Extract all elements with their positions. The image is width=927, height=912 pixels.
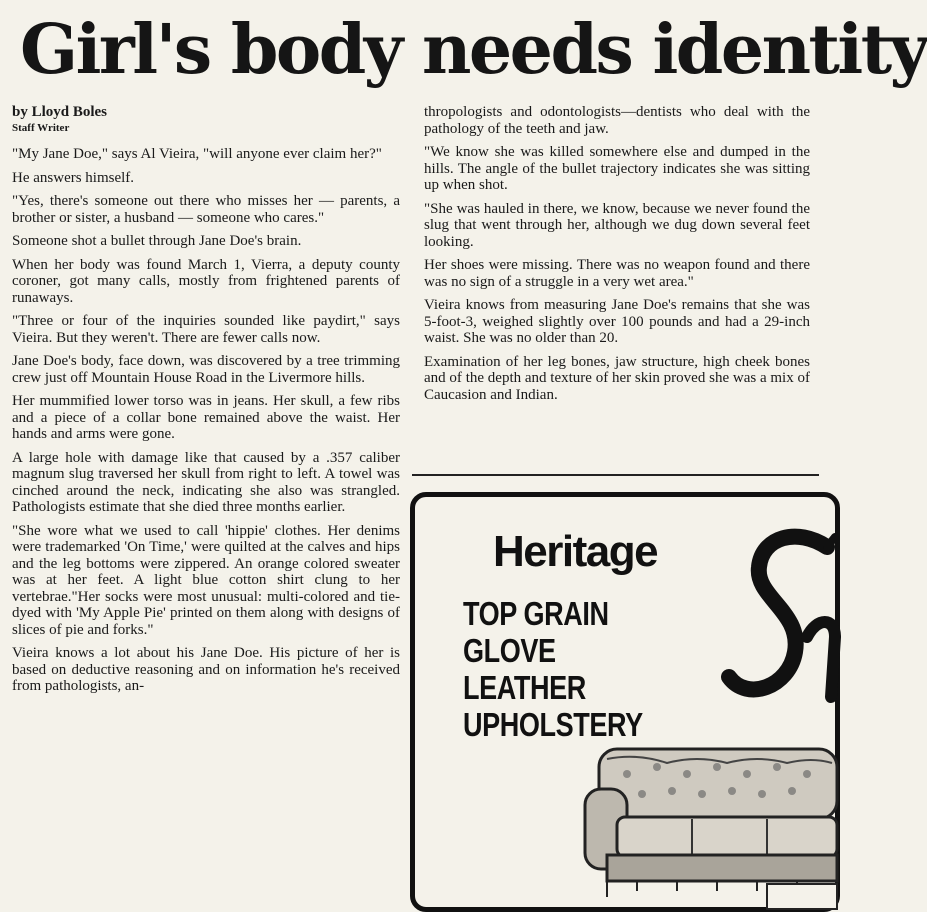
paragraph: Her shoes were missing. There was no weapon found and there was no sign of a struggle in a very wet area." xyxy=(424,257,810,290)
paragraph: Vieira knows a lot about his Jane Doe. His picture of her is based on deductive reasoning and on information he's received from pathologists, an- xyxy=(12,645,400,694)
paragraph: He answers himself. xyxy=(12,169,135,186)
script-lettering-icon xyxy=(707,517,837,727)
ad-tagline-line: LEATHER xyxy=(463,669,586,706)
ad-tagline-line: GLOVE xyxy=(463,632,556,669)
paragraph: "Three or four of the inquiries sounded like paydirt," says Vieira. But they weren't. There are fewer calls now. xyxy=(12,313,400,346)
paragraph: "We know she was killed somewhere else and dumped in the hills. The angle of the bullet trajectory indicates she was sitting up when shot. xyxy=(424,144,810,193)
paragraph: thropologists and odontologists—dentists who deal with the pathology of the teeth and jaw. xyxy=(424,104,810,137)
paragraph: When her body was found March 1, Vierra, a deputy county coroner, got many calls, mostly from frightened parents of runaways. xyxy=(12,256,400,306)
paragraph: A large hole with damage like that caused by a .357 caliber magnum slug traversed her skull from right to left. A towel was cinched around the neck, indicating she also was strangled. Pathologists estimate that she died three months earlier. xyxy=(12,449,400,515)
paragraph: "She wore what we used to call 'hippie' clothes. Her denims were trademarked 'On Time,' were quilted at the calves and hips and the leg bottoms were zippered. An orange colored sweater was at her feet. A light blue cotton shirt clung to her vertebrae."Her socks were most unusual: multi-colored and tie-dyed with 'My Apple Pie' printed on them along with designs of slices of pie and forks." xyxy=(12,522,400,638)
column-divider xyxy=(412,474,819,476)
sofa-illustration-icon xyxy=(577,719,837,909)
headline: Girl's body needs identity xyxy=(20,10,927,90)
furniture-advertisement xyxy=(410,492,840,912)
paragraph: Examination of her leg bones, jaw structure, high cheek bones and of the depth and texture of her skin proved she was a mix of Caucasion and Indian. xyxy=(424,353,810,403)
ad-tagline-line: TOP GRAIN xyxy=(463,595,609,632)
paragraph: "My Jane Doe," says Al Vieira, "will anyone ever claim her?" xyxy=(12,146,382,162)
ad-brand: Heritage xyxy=(493,527,658,576)
article-column-2 xyxy=(424,104,810,410)
paragraph: Someone shot a bullet through Jane Doe's brain. xyxy=(12,233,302,249)
paragraph: Her mummified lower torso was in jeans. Her skull, a few ribs and a piece of a collar bone remained above the waist. Her hands and arms were gone. xyxy=(12,393,400,442)
paragraph: "She was hauled in there, we know, because we never found the slug that went through her, although we dug down several feet looking. xyxy=(424,200,810,250)
ad-tagline-line: UPHOLSTERY xyxy=(463,706,643,743)
paragraph: Jane Doe's body, face down, was discovered by a tree trimming crew just off Mountain House Road in the Livermore hills. xyxy=(12,353,400,386)
paragraph: Vieira knows from measuring Jane Doe's remains that she was 5-foot-3, weighed slightly over 100 pounds and had a 29-inch waist. She was no older than 20. xyxy=(424,297,810,346)
paragraph: "Yes, there's someone out there who misses her — parents, a brother or sister, a husband — someone who cares." xyxy=(12,193,400,226)
byline: by Lloyd Boles xyxy=(12,104,108,120)
article-column-1 xyxy=(12,146,400,702)
staff-writer-label: Staff Writer xyxy=(12,122,70,134)
